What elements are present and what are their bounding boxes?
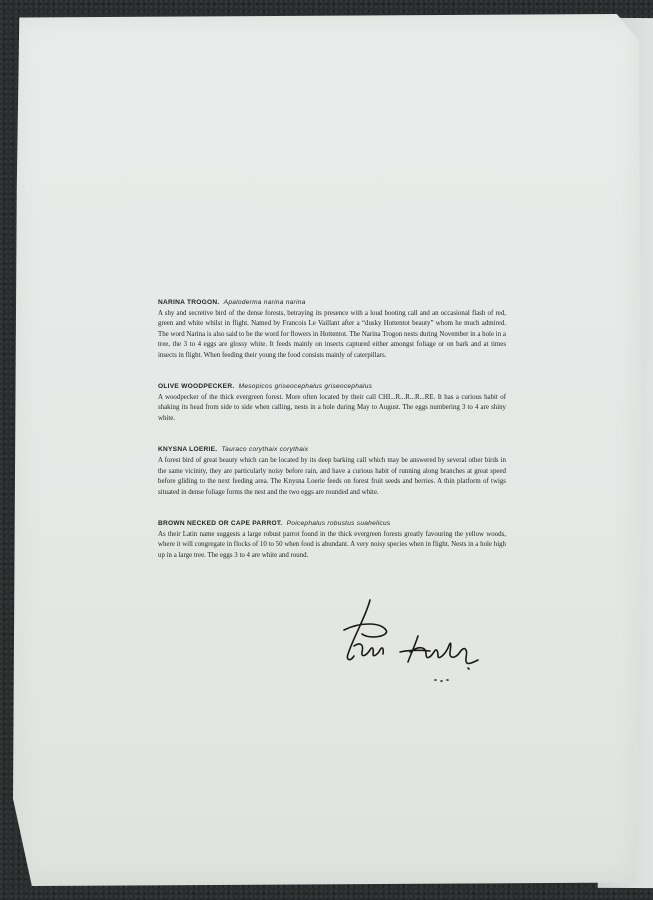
entry-common-name: KNYSNA LOERIE.: [158, 446, 218, 454]
entry-description: A shy and secretive bird of the dense forests, betraying its presence with a loud hooting call and an occasional flash of red, green and white whilst in flight. Named by Francois Le Vaillant after a “dusky Hottentot beauty” whom he much admired. The word Narina is also said to be the word for flowers in Hottentot. The Narina Trogon nests during November in a hole in a tree, the 3 to 4 eggs are glossy white. It feeds mainly on insects captured either amongst foliage or on bark and at times insects in flight. When feeding their young the food consists mainly of caterpillars.: [158, 309, 506, 359]
entry-heading: [158, 445, 506, 456]
entry-latin-name: Poicephalus robustus suahelicus: [286, 520, 391, 528]
entry-common-name: BROWN NECKED OR CAPE PARROT.: [158, 520, 283, 528]
entry-latin-name: Apaloderma narina narina: [223, 299, 306, 306]
entry-cape-parrot: [158, 519, 506, 561]
entry-description: A forest bird of great beauty which can be located by its deep barking call which may be answered by several other birds in the same vicinity, they are particularly noisy before rain, and have a curious habit of running along branches at great speed before gliding to the next feeding area. The Knysna Loerie feeds on forest fruit seeds and berries. A thin platform of twigs situated in dense foliage forms the nest and the two eggs are rounded and white.: [158, 457, 506, 496]
entry-knysna-loerie: [158, 445, 506, 498]
entry-latin-name: Tauraco corythaix corythaix: [221, 446, 309, 454]
entry-heading: [158, 382, 506, 393]
entry-description: As their Latin name suggests a large robust parrot found in the thick evergreen forests greatly favouring the yellow woods, where it will congregate in flocks of 10 to 50 when food is abundant. A very noisy species when in flight. Nests in a hole high up in a large tree. The eggs 3 to 4 are white and round.: [158, 530, 506, 559]
entry-common-name: NARINA TROGON.: [158, 299, 220, 306]
entry-heading: [158, 298, 506, 309]
handwritten-signature: [340, 596, 490, 688]
document-text: [158, 298, 506, 582]
entry-olive-woodpecker: [158, 382, 506, 424]
entry-heading: [158, 519, 506, 530]
entry-description: A woodpecker of the thick evergreen forest. More often located by their call CHI...R...R...R...RE. It has a curious habit of shaking its head from side to side when calling, nests in a hole during May to August. The eggs numbering 3 to 4 are shiny white.: [158, 393, 506, 422]
entry-latin-name: Mesopicos griseocephalus griseocephalus: [238, 383, 373, 391]
entry-common-name: OLIVE WOODPECKER.: [158, 383, 235, 391]
entry-narina-trogon: [158, 298, 506, 361]
